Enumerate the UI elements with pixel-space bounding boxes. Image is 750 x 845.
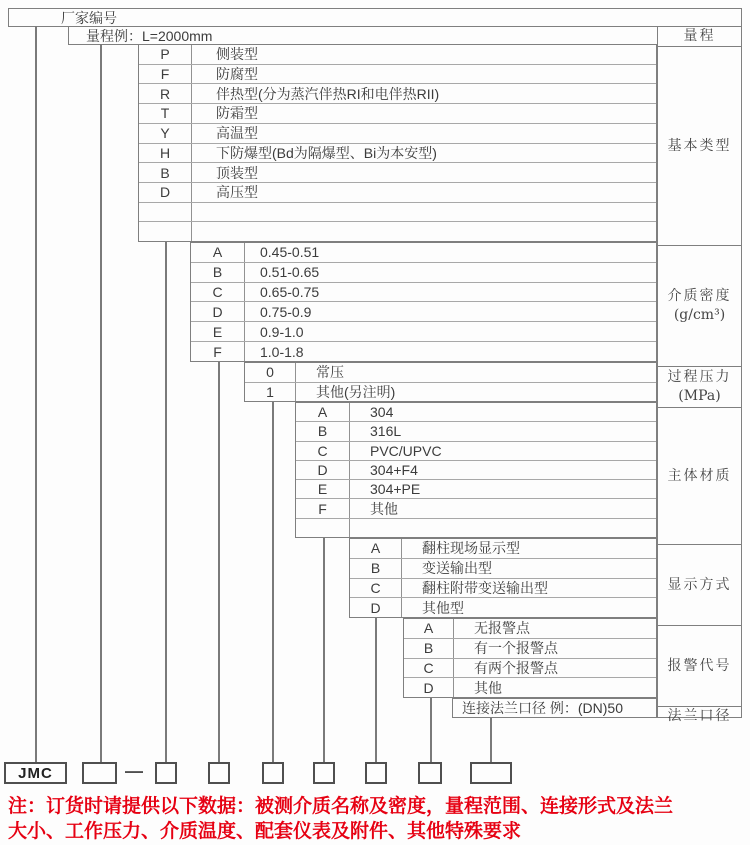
table-row [404,677,656,697]
desc-cell: 下防爆型(Bd为隔爆型、Bi为本安型) [216,144,437,161]
code-cell: D [404,678,454,697]
connector-line [430,698,432,762]
code-cell: B [191,263,245,282]
table-row [191,282,656,302]
desc-cell: 0.9-1.0 [260,323,304,340]
desc-cell: 无报警点 [474,620,530,637]
desc-cell: 伴热型(分为蒸汽伴热RI和电伴热RII) [216,85,440,102]
code-cell: D [296,461,350,479]
connector-line [375,618,377,762]
table-row [139,221,656,241]
connector-line [272,402,274,762]
table-row [404,638,656,658]
body-material-table [295,402,657,538]
code-cell: T [139,104,192,123]
box-alarm [418,762,442,784]
code-cell [139,203,192,222]
manufacturer-number-row [8,8,742,27]
box-material [313,762,335,784]
table-row [350,558,656,578]
desc-cell: 其他 [370,500,398,517]
label-display-mode: 显示方式 [658,544,741,625]
desc-cell: 有一个报警点 [474,640,558,657]
code-cell: E [191,322,245,341]
code-cell: B [404,639,454,658]
desc-cell [350,519,656,537]
table-row [191,341,656,361]
box-flange [470,762,512,784]
desc-cell: 有两个报警点 [474,659,558,676]
separator-dash: — [125,760,143,781]
table-row [139,45,656,64]
table-row [296,421,656,440]
table-row [191,243,656,262]
alarm-code-table [403,618,657,698]
table-row [350,539,656,558]
desc-cell: 翻柱现场显示型 [422,540,520,557]
ordering-note-line1: 注：订货时请提供以下数据：被测介质名称及密度，量程范围、连接形式及法兰 [8,796,674,817]
box-display [365,762,387,784]
flange-size-row [452,698,657,718]
label-medium-density: 介质密度 (g/cm³) [658,245,741,366]
table-row [404,658,656,678]
basic-type-table [138,44,657,242]
table-row [296,441,656,460]
desc-cell: PVC/UPVC [370,442,442,459]
desc-cell: 其他 [474,679,502,696]
desc-cell: 防腐型 [216,66,258,83]
label-flange-size: 法兰口径 [658,706,741,726]
code-cell: F [139,65,192,84]
manufacturer-number-label: 厂家编号 [61,9,117,26]
desc-cell: 变送输出型 [422,560,492,577]
desc-cell: 0.65-0.75 [260,284,320,301]
display-mode-table [349,538,657,618]
table-row [350,597,656,617]
table-row [139,202,656,222]
desc-cell: 316L [370,423,402,440]
table-row [191,301,656,321]
label-body-material: 主体材质 [658,407,741,544]
code-cell: C [404,659,454,678]
ordering-note [8,794,748,844]
label-alarm-code: 报警代号 [658,625,741,706]
desc-cell [192,222,656,241]
table-row [245,382,656,402]
table-row [296,479,656,498]
table-row [245,363,656,382]
label-process-pressure: 过程压力 (MPa) [658,366,741,407]
code-cell: F [296,499,350,517]
table-row [139,103,656,123]
desc-cell: 0.51-0.65 [260,264,320,281]
ordering-note-line2: 大小、工作压力、介质温度、配套仪表及附件、其他特殊要求 [8,821,522,842]
table-row [191,321,656,341]
desc-cell: 侧装型 [216,46,258,63]
code-cell: D [139,183,192,202]
code-cell [296,519,350,537]
box-basic-type [155,762,177,784]
code-cell: 1 [245,383,296,402]
connector-line [35,26,37,762]
code-cell: C [191,283,245,302]
code-cell: A [350,539,402,558]
range-example-row [68,26,658,45]
desc-cell: 304 [370,404,394,421]
desc-cell: 304+PE [370,481,421,498]
connector-line [323,538,325,762]
desc-cell: 0.45-0.51 [260,244,320,261]
flange-size-text: 连接法兰口径 例：(DN)50 [462,700,624,716]
connector-line [218,362,220,762]
desc-cell: 304+F4 [370,461,418,478]
desc-cell: 高压型 [216,184,258,201]
label-range: 量程 [683,28,716,44]
category-label-column [657,26,742,724]
code-cell: A [191,243,245,262]
code-cell: D [350,598,402,617]
table-row [139,83,656,103]
connector-line [100,44,102,762]
desc-cell: 其他(另注明) [316,383,396,400]
code-cell: C [296,442,350,460]
medium-density-table [190,242,657,362]
code-cell: D [191,302,245,321]
table-row [296,460,656,479]
code-cell: E [296,480,350,498]
table-row [191,262,656,282]
table-row [139,123,656,143]
connector-line [165,242,167,762]
label-basic-type: 基本类型 [658,46,741,245]
connector-line [490,718,492,762]
table-row [350,578,656,598]
code-cell: P [139,45,192,64]
desc-cell: 1.0-1.8 [260,343,304,360]
code-cell: 0 [245,363,296,382]
code-cell: A [404,619,454,638]
table-row [139,182,656,202]
desc-cell: 0.75-0.9 [260,303,312,320]
table-row [404,619,656,638]
box-range [82,762,117,784]
box-pressure [262,762,284,784]
code-cell: B [296,422,350,440]
code-cell: C [350,579,402,598]
desc-cell: 高温型 [216,125,258,142]
desc-cell [192,203,656,222]
desc-cell: 其他型 [422,599,464,616]
table-row [139,64,656,84]
code-cell: Y [139,124,192,143]
code-cell: B [350,559,402,578]
table-row [296,518,656,537]
table-row [296,498,656,517]
code-cell: R [139,84,192,103]
model-prefix-box: JMC [4,762,67,784]
box-density [208,762,230,784]
code-cell: F [191,342,245,361]
code-cell: H [139,144,192,163]
code-cell: B [139,163,192,182]
desc-cell: 翻柱附带变送输出型 [422,579,548,596]
table-row [139,143,656,163]
desc-cell: 顶装型 [216,164,258,181]
code-cell [139,222,192,241]
table-row [139,162,656,182]
range-example-label: 量程例：L=2000mm [86,27,213,44]
process-pressure-table [244,362,657,402]
desc-cell: 防霜型 [216,105,258,122]
desc-cell: 常压 [316,364,344,381]
code-cell: A [296,403,350,421]
table-row [296,403,656,421]
